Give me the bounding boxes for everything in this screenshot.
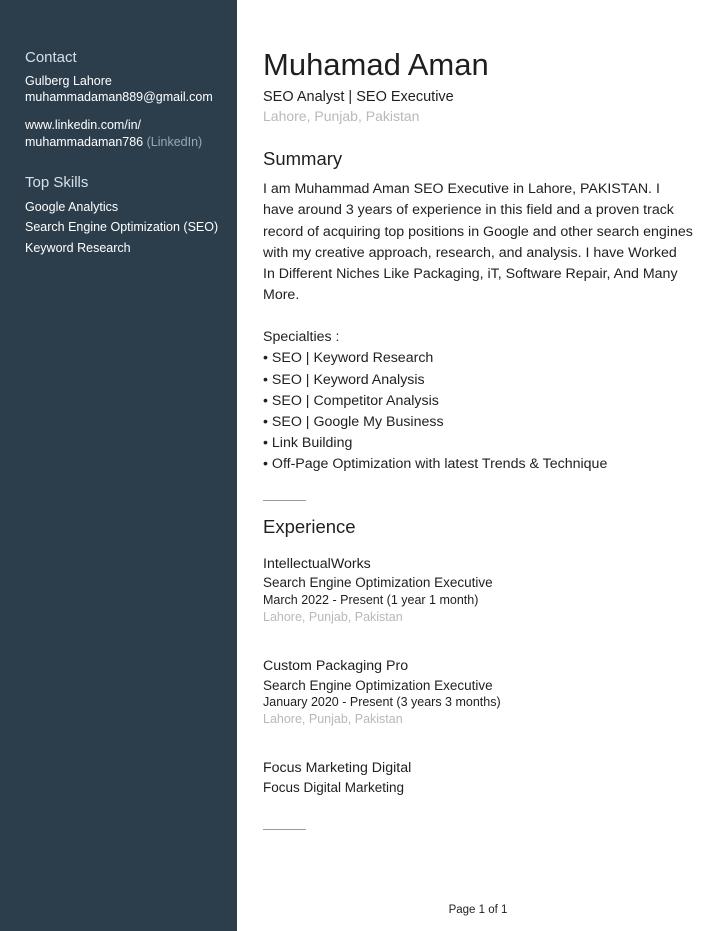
job-location: Lahore, Punjab, Pakistan bbox=[263, 712, 403, 726]
section-divider bbox=[263, 500, 306, 501]
specialties-label: Specialties : bbox=[263, 329, 340, 345]
job-role: Search Engine Optimization Executive bbox=[263, 678, 493, 693]
person-name: Muhamad Aman bbox=[263, 47, 489, 82]
summary-title: Summary bbox=[263, 148, 343, 169]
sidebar bbox=[0, 0, 237, 931]
contact-email[interactable]: muhammadaman889@gmail.com bbox=[25, 90, 213, 104]
experience-title: Experience bbox=[263, 516, 356, 537]
job-company: Custom Packaging Pro bbox=[263, 658, 409, 674]
summary-line: record of acquiring top positions in Google and other search engines bbox=[263, 224, 693, 240]
specialty-item: • SEO | Google My Business bbox=[263, 414, 444, 430]
summary-line: I am Muhammad Aman SEO Executive in Lahore, PAKISTAN. I bbox=[263, 181, 660, 197]
job-role: Search Engine Optimization Executive bbox=[263, 575, 493, 590]
skill-item: Google Analytics bbox=[25, 200, 119, 214]
contact-heading: Contact bbox=[25, 49, 77, 66]
summary-line: In Different Niches Like Packaging, iT, Software Repair, And Many bbox=[263, 266, 678, 282]
specialty-item: • SEO | Keyword Research bbox=[263, 350, 434, 366]
page-number: Page 1 of 1 bbox=[448, 904, 508, 916]
specialty-item: • SEO | Competitor Analysis bbox=[263, 393, 439, 409]
skill-item: Search Engine Optimization (SEO) bbox=[25, 220, 219, 234]
linkedin-url-line2[interactable]: muhammadaman786 bbox=[25, 135, 144, 149]
specialty-item: • Off-Page Optimization with latest Trends & Technique bbox=[263, 456, 608, 472]
headline: SEO Analyst | SEO Executive bbox=[263, 89, 454, 105]
job-company: IntellectualWorks bbox=[263, 556, 371, 572]
section-divider bbox=[263, 829, 306, 830]
top-skills-heading: Top Skills bbox=[25, 174, 89, 191]
specialty-item: • Link Building bbox=[263, 435, 353, 451]
job-location: Lahore, Punjab, Pakistan bbox=[263, 610, 403, 624]
job-dates: March 2022 - Present (1 year 1 month) bbox=[263, 593, 479, 607]
summary-line: have around 3 years of experience in this field and a proven track bbox=[263, 202, 674, 218]
job-company: Focus Marketing Digital bbox=[263, 760, 412, 776]
specialty-item: • SEO | Keyword Analysis bbox=[263, 372, 425, 388]
skill-item: Keyword Research bbox=[25, 241, 131, 255]
linkedin-url-line1[interactable]: www.linkedin.com/in/ bbox=[25, 118, 142, 132]
page-footer bbox=[0, 904, 720, 916]
main-content bbox=[237, 0, 720, 931]
linkedin-label: (LinkedIn) bbox=[146, 135, 203, 149]
job-dates: January 2020 - Present (3 years 3 months) bbox=[263, 695, 501, 709]
job-role: Focus Digital Marketing bbox=[263, 780, 405, 795]
location: Lahore, Punjab, Pakistan bbox=[263, 108, 420, 124]
summary-line: More. bbox=[263, 287, 300, 303]
summary-line: with my creative approach, research, and analysis. I have Worked bbox=[263, 245, 677, 261]
contact-address: Gulberg Lahore bbox=[25, 74, 112, 88]
linkedin-url[interactable] bbox=[25, 135, 202, 149]
